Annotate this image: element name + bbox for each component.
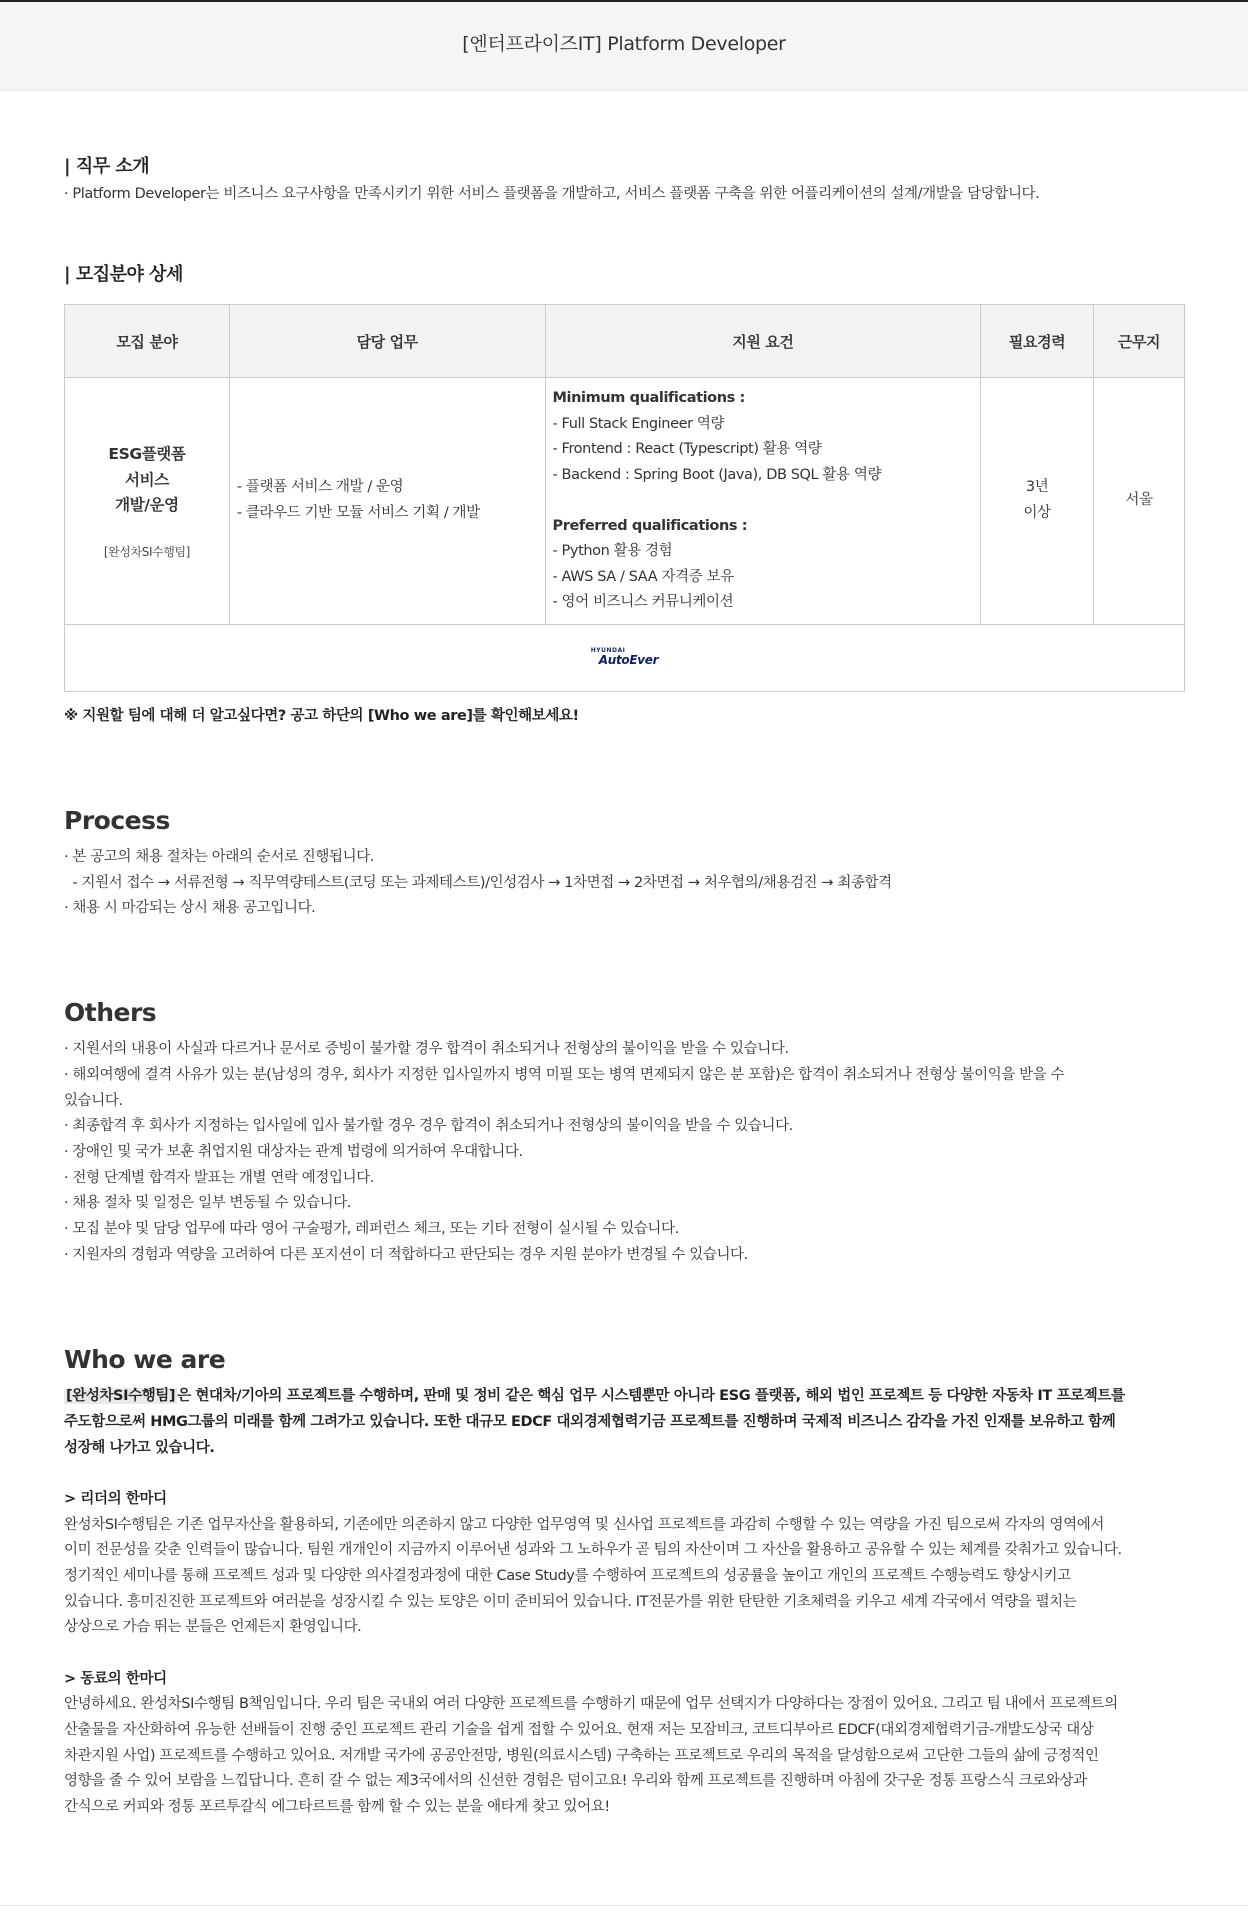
others-line: · 채용 절차 및 일정은 일부 변동될 수 있습니다. bbox=[64, 1195, 352, 1211]
table-row bbox=[65, 378, 1185, 625]
others-line: 있습니다. bbox=[64, 1093, 123, 1109]
who-intro-line: 주도함으로써 HMG그룹의 미래를 함께 그려가고 있습니다. 또한 대규모 EDCF 대외경제협력기금 프로젝트를 진행하며 국제적 비즈니스 감각을 가진 인재를 보유하고 함께 bbox=[64, 1414, 1116, 1430]
others-line: · 해외여행에 결격 사유가 있는 분(남성의 경우, 회사가 지정한 입사일까지 병역 미필 또는 병역 면제되지 않은 분 포함)은 합격이 취소되거나 전형상 불이익을 받을 수 bbox=[64, 1067, 1065, 1083]
career-line: 3년 bbox=[1025, 479, 1049, 496]
intro-text: · Platform Developer는 비즈니스 요구사항을 만족시키기 위한 서비스 플랫폼을 개발하고, 서비스 플랫폼 구축을 위한 어플리케이션의 설계/개발을 담당합니다. bbox=[64, 186, 1040, 202]
field-team: [완성차SI수행팀] bbox=[103, 544, 190, 559]
col-header-field: 모집 분야 bbox=[65, 305, 230, 378]
recruitment-table bbox=[64, 304, 1185, 692]
who-intro-text: 은 현대차/기아의 프로젝트를 수행하며, 판매 및 정비 같은 핵심 업무 시스템뿐만 아니라 ESG 플랫폼, 해외 법인 프로젝트 등 다양한 자동차 IT 프로젝트를 bbox=[177, 1388, 1125, 1404]
others-line: · 지원서의 내용이 사실과 다르거나 문서로 증빙이 불가할 경우 합격이 취소되거나 전형상의 불이익을 받을 수 있습니다. bbox=[64, 1041, 789, 1057]
who-intro-line bbox=[64, 1384, 1125, 1405]
col-header-tasks: 담당 업무 bbox=[229, 305, 545, 378]
others-heading: Others bbox=[64, 998, 157, 1027]
requirements-cell bbox=[545, 378, 981, 625]
details-heading: | 모집분야 상세 bbox=[64, 264, 183, 285]
career-cell bbox=[981, 378, 1094, 625]
field-name-line: 개발/운영 bbox=[115, 496, 179, 514]
process-heading: Process bbox=[64, 806, 170, 835]
leader-line: 정기적인 세미나를 통해 프로젝트 성과 및 다양한 의사결정과정에 대한 Case Study를 수행하여 프로젝트의 성공률을 높이고 개인의 프로젝트 수행능력도 향상시키고 bbox=[64, 1568, 1071, 1584]
logo-cell bbox=[65, 624, 1185, 691]
leader-line: 완성차SI수행팀은 기존 업무자산을 활용하되, 기존에만 의존하지 않고 다양한 업무영역 및 신사업 프로젝트를 과감히 수행할 수 있는 역량을 가진 팀으로써 각자의 영역에서 bbox=[64, 1517, 1104, 1533]
who-heading: Who we are bbox=[64, 1345, 226, 1374]
team-tag: [완성차SI수행팀] bbox=[66, 1388, 176, 1404]
col-header-career: 필요경력 bbox=[981, 305, 1094, 378]
min-qualification-item: - Frontend : React (Typescript) 활용 역량 bbox=[552, 441, 822, 457]
page-title: [엔터프라이즈IT] Platform Developer bbox=[462, 33, 786, 55]
field-name bbox=[66, 442, 228, 519]
col-header-requirements: 지원 요건 bbox=[545, 305, 981, 378]
process-line: · 본 공고의 채용 절차는 아래의 순서로 진행됩니다. bbox=[64, 849, 375, 865]
task-item: - 클라우드 기반 모듈 서비스 기획 / 개발 bbox=[236, 504, 480, 521]
task-item: - 플랫폼 서비스 개발 / 운영 bbox=[236, 479, 404, 496]
leader-line: 이미 전문성을 갖춘 인력들이 많습니다. 팀원 개개인이 지금까지 이루어낸 성과와 그 노하우가 곧 팀의 자산이며 그 자산을 활용하고 공유할 수 있는 체계를 갖춰가고 있습니다. bbox=[64, 1542, 1122, 1558]
hyundai-autoever-logo bbox=[591, 648, 659, 666]
others-line: · 최종합격 후 회사가 지정하는 입사일에 입사 불가할 경우 경우 합격이 취소되거나 전형상의 불이익을 받을 수 있습니다. bbox=[64, 1118, 793, 1134]
logo-main-text: AutoEver bbox=[598, 652, 659, 667]
col-header-location: 근무지 bbox=[1094, 305, 1185, 378]
logo-row bbox=[65, 624, 1185, 691]
colleague-heading: > 동료의 한마디 bbox=[64, 1671, 167, 1687]
field-cell bbox=[65, 378, 230, 625]
colleague-line: 영향을 줄 수 있어 보람을 느낍답니다. 흔히 갈 수 없는 제3국에서의 신선한 경험은 덤이고요! 우리와 함께 프로젝트를 진행하며 아침에 갓구운 정통 프랑스식 크로와상과 bbox=[64, 1773, 1087, 1789]
leader-line: 있습니다. 흥미진진한 프로젝트와 여러분을 성장시킬 수 있는 토양은 이미 준비되어 있습니다. IT전문가를 위한 탄탄한 기초체력을 키우고 세계 각국에서 역량을 펼치는 bbox=[64, 1594, 1077, 1610]
pref-qualification-item: - 영어 비즈니스 커뮤니케이션 bbox=[552, 594, 734, 610]
career-line: 이상 bbox=[1023, 504, 1051, 521]
others-line: · 전형 단계별 합격자 발표는 개별 연락 예정입니다. bbox=[64, 1170, 375, 1186]
min-qualification-item: - Full Stack Engineer 역량 bbox=[552, 415, 725, 432]
others-line: · 장애인 및 국가 보훈 취업지원 대상자는 관계 법령에 의거하여 우대합니다. bbox=[64, 1144, 523, 1160]
leader-heading: > 리더의 한마디 bbox=[64, 1491, 167, 1507]
colleague-line: 차관지원 사업) 프로젝트를 수행하고 있어요. 저개발 국가에 공공안전망, 병원(의료시스템) 구축하는 프로젝트로 우리의 목적을 달성함으로써 고단한 그들의 삶에 긍정적인 bbox=[64, 1748, 1099, 1764]
field-name-line: ESG플랫폼 bbox=[108, 445, 186, 463]
field-name-line: 서비스 bbox=[125, 470, 169, 489]
footer-divider bbox=[0, 1905, 1248, 1906]
colleague-line: 산출물을 자산화하여 유능한 선배들이 진행 중인 프로젝트 관리 기술을 쉽게 접할 수 있어요. 현재 저는 모잠비크, 코트디부아르 EDCF(대외경제협력기금-개발도상국 대상 bbox=[64, 1722, 1094, 1738]
pref-qualifications-title: Preferred qualifications : bbox=[552, 517, 748, 534]
spacer bbox=[553, 488, 974, 514]
who-intro-line: 성장해 나가고 있습니다. bbox=[64, 1440, 215, 1456]
intro-heading: | 직무 소개 bbox=[64, 156, 150, 177]
process-line: · 채용 시 마감되는 상시 채용 공고입니다. bbox=[64, 900, 316, 916]
colleague-line: 간식으로 커피와 정통 포르투갈식 에그타르트를 함께 할 수 있는 분을 애타게 찾고 있어요! bbox=[64, 1799, 610, 1815]
others-line: · 지원자의 경험과 역량을 고려하여 다른 포지션이 더 적합하다고 판단되는 경우 지원 분야가 변경될 수 있습니다. bbox=[64, 1247, 748, 1263]
location-cell: 서울 bbox=[1094, 378, 1185, 625]
others-line: · 모집 분야 및 담당 업무에 따라 영어 구술평가, 레퍼런스 체크, 또는 기타 전형이 실시될 수 있습니다. bbox=[64, 1221, 679, 1237]
pref-qualification-item: - AWS SA / SAA 자격증 보유 bbox=[552, 568, 734, 585]
tasks-cell bbox=[229, 378, 545, 625]
table-header-row bbox=[65, 305, 1185, 378]
process-line: - 지원서 접수 → 서류전형 → 직무역량테스트(코딩 또는 과제테스트)/인성검사 → 1차면접 → 2차면접 → 처우협의/채용검진 → 최종합격 bbox=[64, 875, 892, 891]
page-header bbox=[0, 0, 1248, 91]
leader-line: 상상으로 가슴 뛰는 분들은 언제든지 환영입니다. bbox=[64, 1619, 362, 1635]
colleague-line: 안녕하세요. 완성차SI수행팀 B책임입니다. 우리 팀은 국내외 여러 다양한 프로젝트를 수행하기 때문에 업무 선택지가 다양하다는 장점이 있어요. 그리고 팀 내에서 프로젝트의 bbox=[64, 1696, 1118, 1712]
min-qualifications-title: Minimum qualifications : bbox=[552, 390, 745, 406]
logo-top-text: HYUNDAI bbox=[590, 646, 626, 654]
team-note: ※ 지원할 팀에 대해 더 알고싶다면? 공고 하단의 [Who we are]를 확인해보세요! bbox=[64, 708, 579, 724]
pref-qualification-item: - Python 활용 경험 bbox=[552, 543, 673, 559]
min-qualification-item: - Backend : Spring Boot (Java), DB SQL 활용 역량 bbox=[552, 466, 882, 483]
